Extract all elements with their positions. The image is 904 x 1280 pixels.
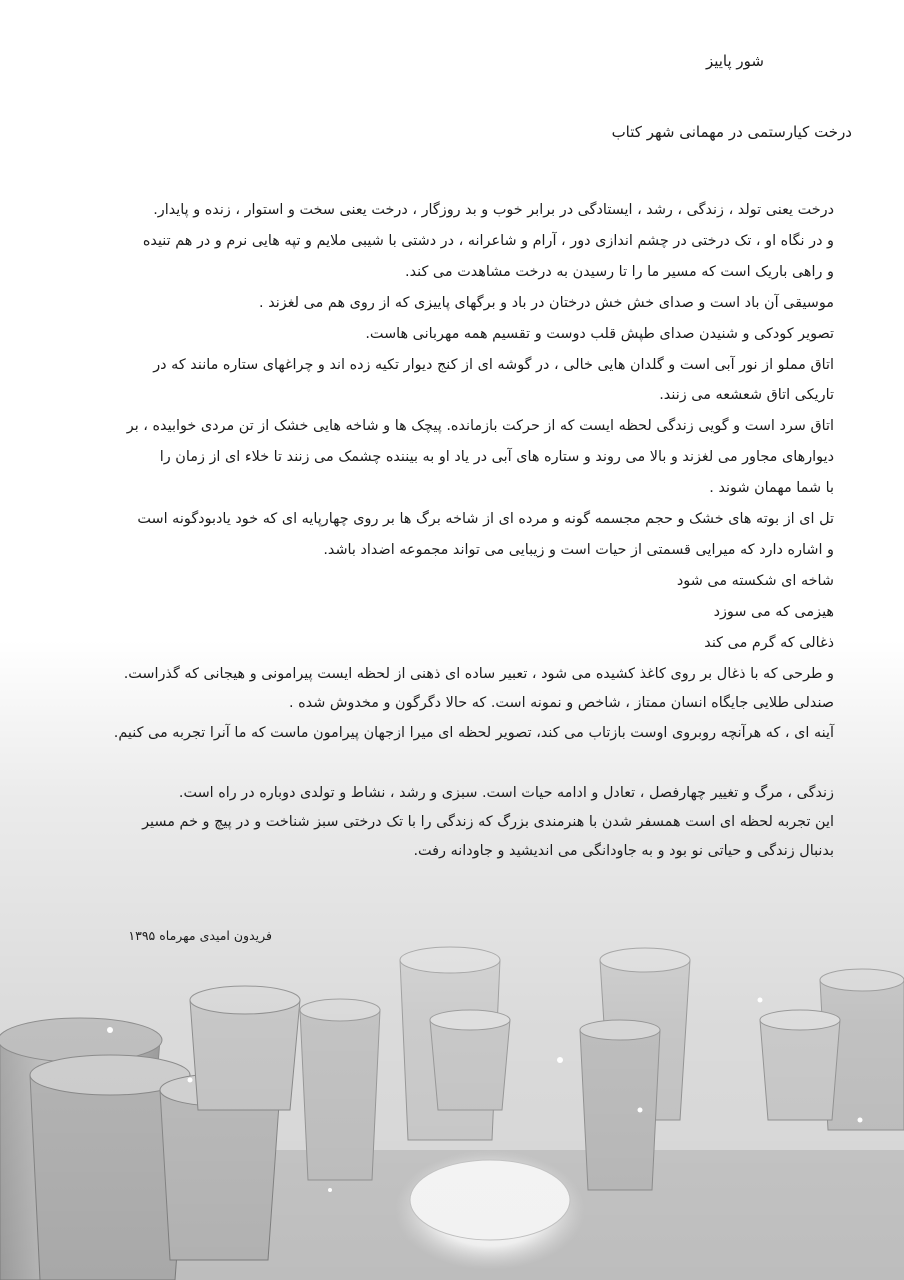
text-line: اتاق سرد است و گویی زندگی لحظه ایست که از حرکت بازمانده. پیچک ها و شاخه هایی خشک از تن مردی خوابیده ، بر [126, 418, 834, 435]
text-line: این تجربه لحظه ای است همسفر شدن با هنرمندی بزرگ که زندگی را با تک درختی سبز شناخت و در پیچ و خم مسیر [142, 814, 834, 830]
text-line: ذغالی که گرم می کند [704, 634, 834, 651]
text-line: تاریکی اتاق شعشعه می زنند. [659, 387, 834, 404]
text-line: تصویر کودکی و شنیدن صدای طپش قلب دوست و تقسیم همه مهربانی هاست. [365, 325, 834, 342]
text-line: و طرحی که با ذغال بر روی کاغذ کشیده می شود ، تعبیر ساده ای ذهنی از لحظه ایست پیرامونی و هیجانی که گذراست. [123, 665, 834, 682]
page-subtitle: درخت کیارستمی در مهمانی شهر کتاب [611, 123, 852, 141]
text-line: با شما مهمان شوند . [709, 480, 834, 497]
text-line: اتاق مملو از نور آبی است و گلدان هایی خالی ، در گوشه ای از کنج دیوار تکیه زده اند و چراغهای ستاره مانند که در [153, 356, 834, 373]
text-line: و اشاره دارد که میرایی قسمتی از حیات است و زیبایی می تواند مجموعه اضداد باشد. [323, 541, 834, 558]
text-line: هیزمی که می سوزد [713, 603, 834, 620]
text-line: درخت یعنی تولد ، زندگی ، رشد ، ایستادگی در برابر خوب و بد روزگار ، درخت یعنی سخت و استوار ، زنده و پایدار. [153, 202, 834, 218]
paragraph-main [64, 195, 834, 690]
text-line: شاخه ای شکسته می شود [676, 572, 834, 589]
text-line: و راهی باریک است که مسیر ما را تا رسیدن به درخت مشاهدت می کند. [405, 263, 834, 280]
page-title: شور پاییز [705, 52, 764, 70]
text-line: دیوارهای مجاور می لغزند و بالا می روند و ستاره های آبی در یاد او به بیننده چشمک می زنند تا خلاء ای از زمان را [159, 449, 834, 466]
text-line: آینه ای ، که هرآنچه روبروی اوست بازتاب می کند، تصویر لحظه ای میرا ازجهان پیرامون ماست که ما آنرا تجربه می کنیم. [113, 725, 834, 741]
author-signature: فریدون امیدی مهرماه ۱۳۹۵ [128, 928, 272, 943]
text-line: موسیقی آن باد است و صدای خش خش درختان در باد و برگهای پاییزی که از روی هم می لغزند . [259, 294, 834, 311]
paragraph-closing [64, 779, 834, 866]
text-line: و در نگاه او ، تک درختی در چشم اندازی دور ، آرام و شاعرانه ، در دشتی با شیبی ملایم و تپه هایی نرم و در هم تنیده [142, 232, 834, 249]
paragraph-chair-mirror [64, 688, 834, 748]
text-line: بدنبال زندگی و حیاتی نو بود و به جاودانگی می اندیشید و جاودانه رفت. [413, 843, 834, 859]
text-line: صندلی طلایی جایگاه انسان ممتاز ، شاخص و نمونه است. که حالا دگرگون و مخدوش شده . [288, 695, 834, 711]
text-line: تل ای از بوته های خشک و حجم مجسمه گونه و مرده ای از شاخه برگ ها بر روی چهارپایه ای که خود یادبودگونه است [137, 511, 834, 528]
text-line: زندگی ، مرگ و تغییر چهارفصل ، تعادل و ادامه حیات است. سبزی و رشد ، نشاط و تولدی دوباره در راه است. [178, 785, 834, 801]
